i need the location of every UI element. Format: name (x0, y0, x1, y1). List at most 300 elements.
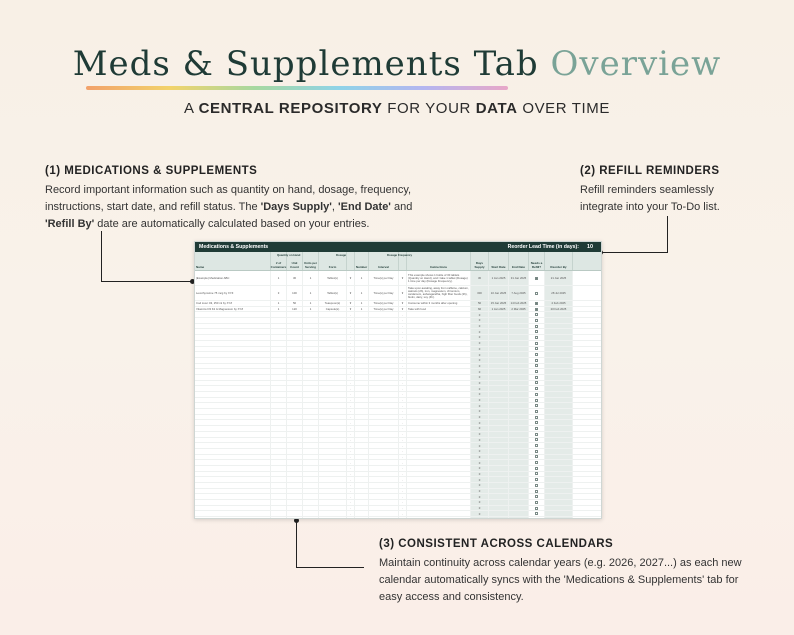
dropdown-arrow[interactable]: - (399, 506, 407, 511)
column-header: Reorder By (545, 252, 573, 270)
refill-cell[interactable] (529, 420, 545, 425)
refill-checkbox[interactable] (535, 421, 538, 424)
table-cell (545, 489, 573, 494)
dropdown-arrow[interactable]: - (347, 443, 355, 448)
dropdown-arrow[interactable]: - (399, 511, 407, 516)
table-cell: Vitamins D3 K2 & Magnesium by XYZ (195, 307, 271, 312)
table-cell (355, 364, 369, 369)
table-cell (303, 443, 319, 448)
refill-checkbox[interactable] (535, 359, 538, 362)
table-cell (369, 500, 399, 505)
table-cell (303, 398, 319, 403)
table-cell (509, 511, 529, 516)
table-cell: 0 (471, 398, 489, 403)
dropdown-arrow[interactable]: - (347, 312, 355, 317)
table-cell (509, 364, 529, 369)
refill-cell[interactable] (529, 483, 545, 488)
table-cell (509, 381, 529, 386)
dropdown-arrow[interactable]: - (347, 438, 355, 443)
refill-cell[interactable] (529, 426, 545, 431)
table-cell (545, 506, 573, 511)
refill-checkbox[interactable] (535, 347, 538, 350)
dropdown-arrow[interactable]: - (399, 443, 407, 448)
refill-checkbox[interactable] (535, 455, 538, 458)
dropdown-arrow[interactable]: - (399, 318, 407, 323)
table-cell: (Example) Medication ABC (195, 271, 271, 285)
refill-checkbox[interactable] (535, 507, 538, 510)
refill-checkbox[interactable] (535, 277, 538, 280)
table-cell: 0 (471, 347, 489, 352)
table-cell (509, 415, 529, 420)
dropdown-arrow[interactable]: - (399, 477, 407, 482)
table-cell (545, 312, 573, 317)
dropdown-arrow[interactable]: - (399, 324, 407, 329)
refill-checkbox[interactable] (535, 399, 538, 402)
refill-checkbox[interactable] (535, 512, 538, 515)
table-cell (319, 381, 347, 386)
title-main: Meds & Supplements Tab (72, 44, 539, 84)
table-cell (319, 409, 347, 414)
table-cell (471, 517, 489, 519)
dropdown-arrow[interactable]: - (399, 347, 407, 352)
table-cell (287, 392, 303, 397)
dropdown-arrow[interactable]: - (399, 364, 407, 369)
refill-cell[interactable] (529, 335, 545, 340)
table-cell (369, 449, 399, 454)
dropdown-arrow[interactable]: - (347, 506, 355, 511)
dropdown-arrow[interactable]: - (347, 335, 355, 340)
dropdown-arrow[interactable]: - (347, 398, 355, 403)
dropdown-arrow[interactable]: - (399, 449, 407, 454)
dropdown-arrow[interactable]: - (347, 364, 355, 369)
table-cell (369, 403, 399, 408)
table-cell (545, 438, 573, 443)
table-cell (407, 460, 471, 465)
table-cell (355, 352, 369, 357)
refill-checkbox[interactable] (535, 381, 538, 384)
table-cell (319, 517, 347, 519)
dropdown-arrow[interactable]: - (399, 415, 407, 420)
table-cell (319, 500, 347, 505)
refill-cell[interactable] (529, 398, 545, 403)
table-cell (509, 347, 529, 352)
table-cell (407, 511, 471, 516)
table-cell (355, 318, 369, 323)
table-cell (303, 494, 319, 499)
table-cell (271, 415, 287, 420)
table-cell (303, 369, 319, 374)
table-cell (407, 415, 471, 420)
refill-checkbox[interactable] (535, 461, 538, 464)
refill-cell[interactable] (529, 375, 545, 380)
table-cell (369, 483, 399, 488)
table-cell (319, 329, 347, 334)
connector-line (101, 281, 194, 282)
table-cell (287, 403, 303, 408)
refill-checkbox[interactable] (535, 484, 538, 487)
table-row[interactable] (195, 271, 601, 286)
table-cell (407, 341, 471, 346)
dropdown-arrow[interactable]: - (347, 369, 355, 374)
dropdown-arrow[interactable]: - (399, 358, 407, 363)
refill-checkbox[interactable] (535, 433, 538, 436)
table-cell (355, 329, 369, 334)
table-cell (545, 517, 573, 519)
dropdown-arrow[interactable]: - (399, 352, 407, 357)
refill-checkbox[interactable] (535, 342, 538, 345)
table-cell (303, 364, 319, 369)
table-cell (303, 438, 319, 443)
table-cell (489, 432, 509, 437)
refill-checkbox[interactable] (535, 393, 538, 396)
table-cell: 1 (271, 301, 287, 306)
refill-checkbox[interactable] (535, 353, 538, 356)
table-cell: 15 Jan 2025 (489, 301, 509, 306)
refill-cell[interactable] (529, 432, 545, 437)
dropdown-arrow[interactable]: - (347, 352, 355, 357)
table-cell (287, 318, 303, 323)
dropdown-arrow[interactable]: ▾ (347, 271, 355, 285)
refill-cell[interactable] (529, 489, 545, 494)
refill-checkbox[interactable] (535, 336, 538, 339)
table-cell (509, 438, 529, 443)
refill-checkbox[interactable] (535, 467, 538, 470)
refill-cell[interactable] (529, 517, 545, 519)
refill-cell[interactable] (529, 271, 545, 285)
dropdown-arrow[interactable]: - (347, 460, 355, 465)
refill-checkbox[interactable] (535, 478, 538, 481)
table-cell (355, 386, 369, 391)
table-cell (319, 358, 347, 363)
refill-cell[interactable] (529, 307, 545, 312)
dropdown-arrow[interactable]: - (347, 432, 355, 437)
table-cell (509, 449, 529, 454)
dropdown-arrow[interactable]: - (399, 455, 407, 460)
table-cell (195, 335, 271, 340)
dropdown-arrow[interactable]: - (347, 392, 355, 397)
table-cell (489, 426, 509, 431)
table-cell (355, 358, 369, 363)
dropdown-arrow[interactable]: - (399, 489, 407, 494)
refill-checkbox[interactable] (535, 404, 538, 407)
refill-checkbox[interactable] (535, 330, 538, 333)
dropdown-arrow[interactable]: - (399, 409, 407, 414)
table-cell (287, 455, 303, 460)
table-cell (195, 472, 271, 477)
dropdown-arrow[interactable]: - (399, 500, 407, 505)
dropdown-arrow[interactable]: - (347, 420, 355, 425)
dropdown-arrow[interactable]: - (347, 381, 355, 386)
refill-cell[interactable] (529, 455, 545, 460)
refill-cell[interactable] (529, 449, 545, 454)
dropdown-arrow[interactable]: - (347, 472, 355, 477)
refill-checkbox[interactable] (535, 501, 538, 504)
dropdown-arrow[interactable]: - (347, 375, 355, 380)
table-cell (355, 409, 369, 414)
refill-cell[interactable] (529, 466, 545, 471)
dropdown-arrow[interactable]: - (399, 494, 407, 499)
refill-checkbox[interactable] (535, 387, 538, 390)
dropdown-arrow[interactable]: - (347, 483, 355, 488)
table-cell (287, 381, 303, 386)
dropdown-arrow[interactable]: - (347, 455, 355, 460)
table-cell (407, 472, 471, 477)
dropdown-arrow[interactable]: - (399, 460, 407, 465)
table-cell (195, 432, 271, 437)
dropdown-arrow[interactable] (399, 517, 407, 519)
refill-cell[interactable] (529, 369, 545, 374)
table-row[interactable] (195, 517, 601, 519)
table-cell (355, 381, 369, 386)
refill-checkbox[interactable] (535, 450, 538, 453)
dropdown-arrow[interactable]: ▾ (347, 286, 355, 300)
table-cell (287, 358, 303, 363)
dropdown-arrow[interactable] (347, 517, 355, 519)
dropdown-arrow[interactable]: ▾ (399, 301, 407, 306)
dropdown-arrow[interactable]: - (399, 312, 407, 317)
table-cell (303, 341, 319, 346)
refill-cell[interactable] (529, 329, 545, 334)
dropdown-arrow[interactable]: ▾ (399, 271, 407, 285)
refill-cell[interactable] (529, 318, 545, 323)
dropdown-arrow[interactable]: - (347, 409, 355, 414)
dropdown-arrow[interactable]: - (399, 398, 407, 403)
dropdown-arrow[interactable]: ▾ (399, 286, 407, 300)
refill-checkbox[interactable] (535, 438, 538, 441)
table-cell (545, 409, 573, 414)
refill-cell[interactable] (529, 443, 545, 448)
table-cell (407, 364, 471, 369)
dropdown-arrow[interactable]: - (399, 392, 407, 397)
table-cell (303, 455, 319, 460)
refill-checkbox[interactable] (535, 308, 538, 311)
dropdown-arrow[interactable]: - (347, 358, 355, 363)
table-cell: 1 (355, 286, 369, 300)
table-cell (545, 318, 573, 323)
dropdown-arrow[interactable]: - (347, 347, 355, 352)
table-cell: 14 Feb 2025 (509, 301, 529, 306)
table-cell (319, 472, 347, 477)
refill-cell[interactable] (529, 415, 545, 420)
table-cell (489, 466, 509, 471)
dropdown-arrow[interactable]: - (347, 403, 355, 408)
refill-checkbox[interactable] (535, 302, 538, 305)
table-cell (355, 341, 369, 346)
refill-checkbox[interactable] (535, 364, 538, 367)
table-cell (303, 386, 319, 391)
dropdown-arrow[interactable]: - (347, 449, 355, 454)
refill-checkbox[interactable] (535, 292, 538, 295)
refill-cell[interactable] (529, 494, 545, 499)
dropdown-arrow[interactable]: - (399, 420, 407, 425)
dropdown-arrow[interactable]: - (347, 477, 355, 482)
table-cell (489, 449, 509, 454)
refill-cell[interactable] (529, 392, 545, 397)
dropdown-arrow[interactable]: - (399, 329, 407, 334)
table-cell (509, 466, 529, 471)
table-cell (509, 443, 529, 448)
dropdown-arrow[interactable]: - (399, 386, 407, 391)
refill-cell[interactable] (529, 358, 545, 363)
table-cell (489, 341, 509, 346)
table-cell (355, 472, 369, 477)
refill-cell[interactable] (529, 352, 545, 357)
table-cell (369, 381, 399, 386)
table-cell (271, 381, 287, 386)
table-cell (303, 409, 319, 414)
dropdown-arrow[interactable]: - (347, 341, 355, 346)
table-cell (303, 335, 319, 340)
table-cell (355, 483, 369, 488)
refill-cell[interactable] (529, 364, 545, 369)
refill-cell[interactable] (529, 301, 545, 306)
dropdown-arrow[interactable]: - (399, 369, 407, 374)
refill-checkbox[interactable] (535, 313, 538, 316)
table-cell (407, 358, 471, 363)
table-cell (545, 341, 573, 346)
table-cell (407, 381, 471, 386)
dropdown-arrow[interactable]: ▾ (347, 307, 355, 312)
table-cell (407, 312, 471, 317)
refill-cell[interactable] (529, 312, 545, 317)
reorder-lead-value[interactable]: 10 (587, 244, 593, 250)
table-cell (489, 483, 509, 488)
dropdown-arrow[interactable]: - (399, 403, 407, 408)
table-cell: 0 (471, 386, 489, 391)
refill-checkbox[interactable] (535, 416, 538, 419)
dropdown-arrow[interactable]: - (347, 415, 355, 420)
refill-cell[interactable] (529, 409, 545, 414)
table-cell (287, 341, 303, 346)
table-cell: 30 (471, 271, 489, 285)
table-cell: Take upon awaking, away from caffeine, calcium, walnuts (2h), iron, magnesium, chromium, cardamom, ashwagandha, high fiber foods (2h), biotin, dairy, soy (4h). (407, 286, 471, 300)
table-cell (195, 347, 271, 352)
dropdown-arrow[interactable]: - (347, 426, 355, 431)
dropdown-arrow[interactable]: ▾ (399, 307, 407, 312)
callout-medications (45, 163, 440, 233)
table-cell (195, 494, 271, 499)
table-cell (489, 335, 509, 340)
table-cell (271, 432, 287, 437)
table-cell (407, 318, 471, 323)
table-cell (407, 494, 471, 499)
refill-cell[interactable] (529, 506, 545, 511)
dropdown-arrow[interactable]: ▾ (347, 301, 355, 306)
table-cell (355, 489, 369, 494)
dropdown-arrow[interactable]: - (347, 318, 355, 323)
table-cell (369, 472, 399, 477)
table-cell (355, 375, 369, 380)
refill-checkbox[interactable] (535, 376, 538, 379)
table-cell: 300 (471, 286, 489, 300)
refill-checkbox[interactable] (535, 319, 538, 322)
table-cell: 1 (271, 271, 287, 285)
dropdown-arrow[interactable]: - (399, 335, 407, 340)
dropdown-arrow[interactable]: - (399, 472, 407, 477)
table-cell (287, 483, 303, 488)
refill-cell[interactable] (529, 403, 545, 408)
dropdown-arrow[interactable]: - (399, 483, 407, 488)
refill-cell[interactable] (529, 347, 545, 352)
dropdown-arrow[interactable]: - (399, 381, 407, 386)
table-cell: Teaspoon(s) (319, 301, 347, 306)
dropdown-arrow[interactable]: - (347, 500, 355, 505)
table-cell (509, 335, 529, 340)
table-cell (319, 364, 347, 369)
refill-cell[interactable] (529, 477, 545, 482)
dropdown-arrow[interactable]: - (399, 426, 407, 431)
table-cell: 31 Jan 2025 (509, 271, 529, 285)
table-cell (271, 364, 287, 369)
refill-cell[interactable] (529, 511, 545, 516)
table-cell: 1 (303, 307, 319, 312)
table-cell (369, 466, 399, 471)
table-cell (319, 335, 347, 340)
dropdown-arrow[interactable]: - (347, 494, 355, 499)
dropdown-arrow[interactable]: - (399, 341, 407, 346)
refill-checkbox[interactable] (535, 370, 538, 373)
table-cell (545, 403, 573, 408)
refill-cell[interactable] (529, 324, 545, 329)
table-cell (287, 517, 303, 519)
dropdown-arrow[interactable]: - (347, 324, 355, 329)
dropdown-arrow[interactable]: - (347, 511, 355, 516)
table-cell: 7 Aug 2025 (509, 286, 529, 300)
dropdown-arrow[interactable]: - (399, 432, 407, 437)
table-cell (271, 386, 287, 391)
refill-checkbox[interactable] (535, 472, 538, 475)
refill-checkbox[interactable] (535, 444, 538, 447)
refill-cell[interactable] (529, 386, 545, 391)
dropdown-arrow[interactable]: - (347, 329, 355, 334)
refill-cell[interactable] (529, 500, 545, 505)
table-cell (195, 489, 271, 494)
table-cell (303, 432, 319, 437)
table-row[interactable] (195, 286, 601, 301)
refill-cell[interactable] (529, 472, 545, 477)
table-cell (271, 369, 287, 374)
refill-checkbox[interactable] (535, 490, 538, 493)
table-cell (287, 369, 303, 374)
refill-checkbox[interactable] (535, 410, 538, 413)
refill-checkbox[interactable] (535, 495, 538, 498)
refill-cell[interactable] (529, 286, 545, 300)
table-cell (195, 426, 271, 431)
table-cell (369, 443, 399, 448)
refill-cell[interactable] (529, 381, 545, 386)
dropdown-arrow[interactable]: - (399, 466, 407, 471)
refill-checkbox[interactable] (535, 518, 538, 519)
refill-cell[interactable] (529, 460, 545, 465)
table-cell (369, 506, 399, 511)
dropdown-arrow[interactable]: - (347, 466, 355, 471)
table-cell (545, 466, 573, 471)
dropdown-arrow[interactable]: - (399, 438, 407, 443)
table-cell (319, 483, 347, 488)
table-cell: 100 (287, 286, 303, 300)
dropdown-arrow[interactable]: - (347, 489, 355, 494)
table-cell (355, 432, 369, 437)
table-cell (195, 443, 271, 448)
refill-checkbox[interactable] (535, 325, 538, 328)
table-cell (489, 477, 509, 482)
refill-cell[interactable] (529, 438, 545, 443)
refill-cell[interactable] (529, 341, 545, 346)
dropdown-arrow[interactable]: - (399, 375, 407, 380)
table-cell (271, 511, 287, 516)
dropdown-arrow[interactable]: - (347, 386, 355, 391)
refill-checkbox[interactable] (535, 427, 538, 430)
